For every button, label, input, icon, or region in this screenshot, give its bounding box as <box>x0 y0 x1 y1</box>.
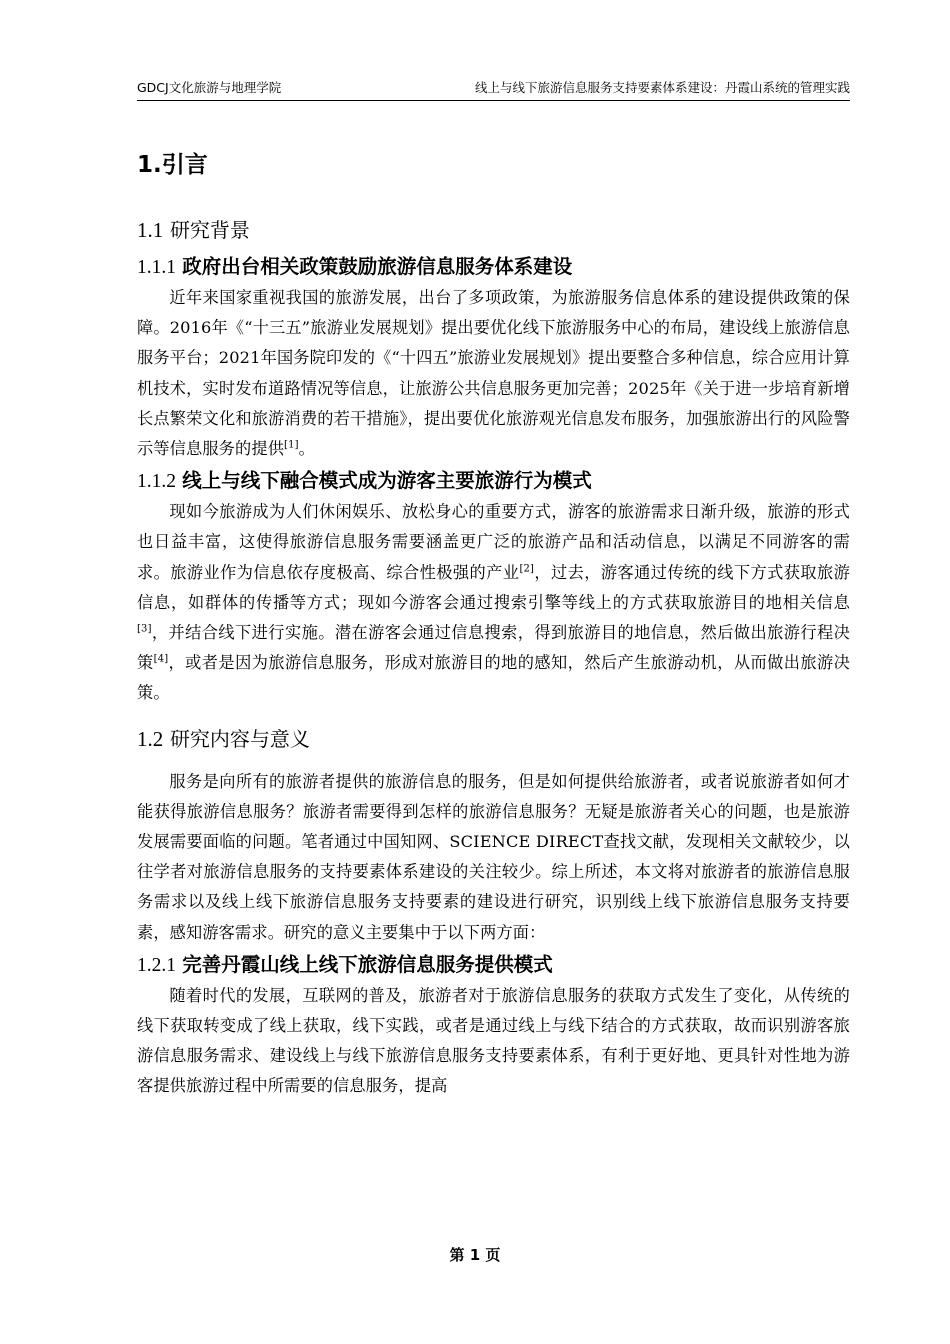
subsection-title: 政府出台相关政策鼓励旅游信息服务体系建设 <box>182 255 573 278</box>
paragraph-text: 现如今旅游成为人们休闲娱乐、放松身心的重要方式，游客的旅游需求日渐升级，旅游的形式也日益丰富，这使得旅游信息服务需要涵盖更广泛的旅游产品和活动信息，以满足不同游客的需求。旅游业作为信息依存度极高、综合性极强的产业 <box>137 502 850 582</box>
header-rule <box>137 100 850 101</box>
paragraph-1-2: 服务是向所有的旅游者提供的旅游信息的服务，但是如何提供给旅游者，或者说旅游者如何才能获得旅游信息服务？旅游者需要得到怎样的旅游信息服务？无疑是旅游者关心的问题，也是旅游发展需要面临的问题。笔者通过中国知网、SCIENCE DIRECT查找文献，发现相关文献较少，以往学者对旅游信息服务的支持要素体系建设的关注较少。综上所述，本文将对旅游者的旅游信息服务需求以及线上线下旅游信息服务支持要素的建设进行研究，识别线上线下旅游信息服务支持要素，感知游客需求。研究的意义主要集中于以下两方面： <box>137 771 850 942</box>
chapter-title: 1.引言 <box>137 152 208 178</box>
paragraph-1-1-1 <box>137 283 850 464</box>
paragraph-text: 近年来国家重视我国的旅游发展，出台了多项政策，为旅游服务信息体系的建设提供政策的保障。2016年《“十三五”旅游业发展规划》提出要优化线下旅游服务中心的布局，建设线上旅游信息服务平台；2021年国务院印发的《“十四五”旅游业发展规划》提出要整合多种信息，综合应用计算机技术，实时发布道路情况等信息，让旅游公共信息服务更加完善；2025年《关于进一步培育新增长点繁荣文化和旅游消费的若干措施》，提出要优化旅游观光信息发布服务，加强旅游出行的风险警示等信息服务的提供 <box>137 288 850 459</box>
spacer <box>137 759 850 767</box>
section-title: 研究背景 <box>169 218 250 242</box>
subsection-number: 1.1.2 <box>137 471 176 493</box>
paragraph-text: ，或者是因为旅游信息服务，形成对旅游目的地的感知，然后产生旅游动机，从而做出旅游决策。 <box>137 653 850 703</box>
paragraph-text: ，过去，游客通过传统的线下方式获取旅游信息，如群体的传播等方式；现如今游客会通过搜索引擎等线上的方式获取旅游目的地相关信息 <box>137 562 850 612</box>
citation-4: [4] <box>153 653 169 665</box>
page-number: 第 1 页 <box>449 1246 501 1264</box>
subsection-title: 线上与线下融合模式成为游客主要旅游行为模式 <box>182 469 592 493</box>
page-body <box>137 140 850 1102</box>
running-header <box>137 78 850 96</box>
subsection-heading-1-2-1 <box>137 948 850 981</box>
section-number: 1.1 <box>137 218 164 242</box>
paragraph-text: ，并结合线下进行实施。潜在游客会通过信息搜索，得到旅游目的地信息，然后做出旅游行程决策 <box>137 623 850 673</box>
subsection-number: 1.1.1 <box>137 257 176 278</box>
paragraph-1-2-1: 随着时代的发展，互联网的普及，旅游者对于旅游信息服务的获取方式发生了变化，从传统的线下获取转变成了线上获取，线下实践，或者是通过线上与线下结合的方式获取，故而识别游客旅游信息服务需求、建设线上与线下旅游信息服务支持要素体系，有利于更好地、更具针对性地为游客提供旅游过程中所需要的信息服务，提高 <box>137 985 850 1096</box>
section-heading-1-2 <box>137 719 850 759</box>
section-heading-1-1 <box>137 210 850 250</box>
header-right: 线上与线下旅游信息服务支持要素体系建设：丹霞山系统的管理实践 <box>474 80 850 95</box>
subsection-number: 1.2.1 <box>137 954 176 976</box>
citation-1: [1] <box>284 439 299 451</box>
header-left: GDCJ文化旅游与地理学院 <box>137 80 282 95</box>
citation-3: [3] <box>137 623 152 635</box>
subsection-heading-1-1-1 <box>137 250 850 283</box>
citation-2: [2] <box>519 563 535 575</box>
subsection-heading-1-1-2 <box>137 464 850 497</box>
paragraph-text: 。 <box>298 439 316 459</box>
paragraph-1-1-2 <box>137 497 850 708</box>
spacer <box>137 709 850 719</box>
subsection-title: 完善丹霞山线上线下旅游信息服务提供模式 <box>182 952 553 976</box>
section-title: 研究内容与意义 <box>169 726 310 751</box>
section-number: 1.2 <box>137 726 164 751</box>
